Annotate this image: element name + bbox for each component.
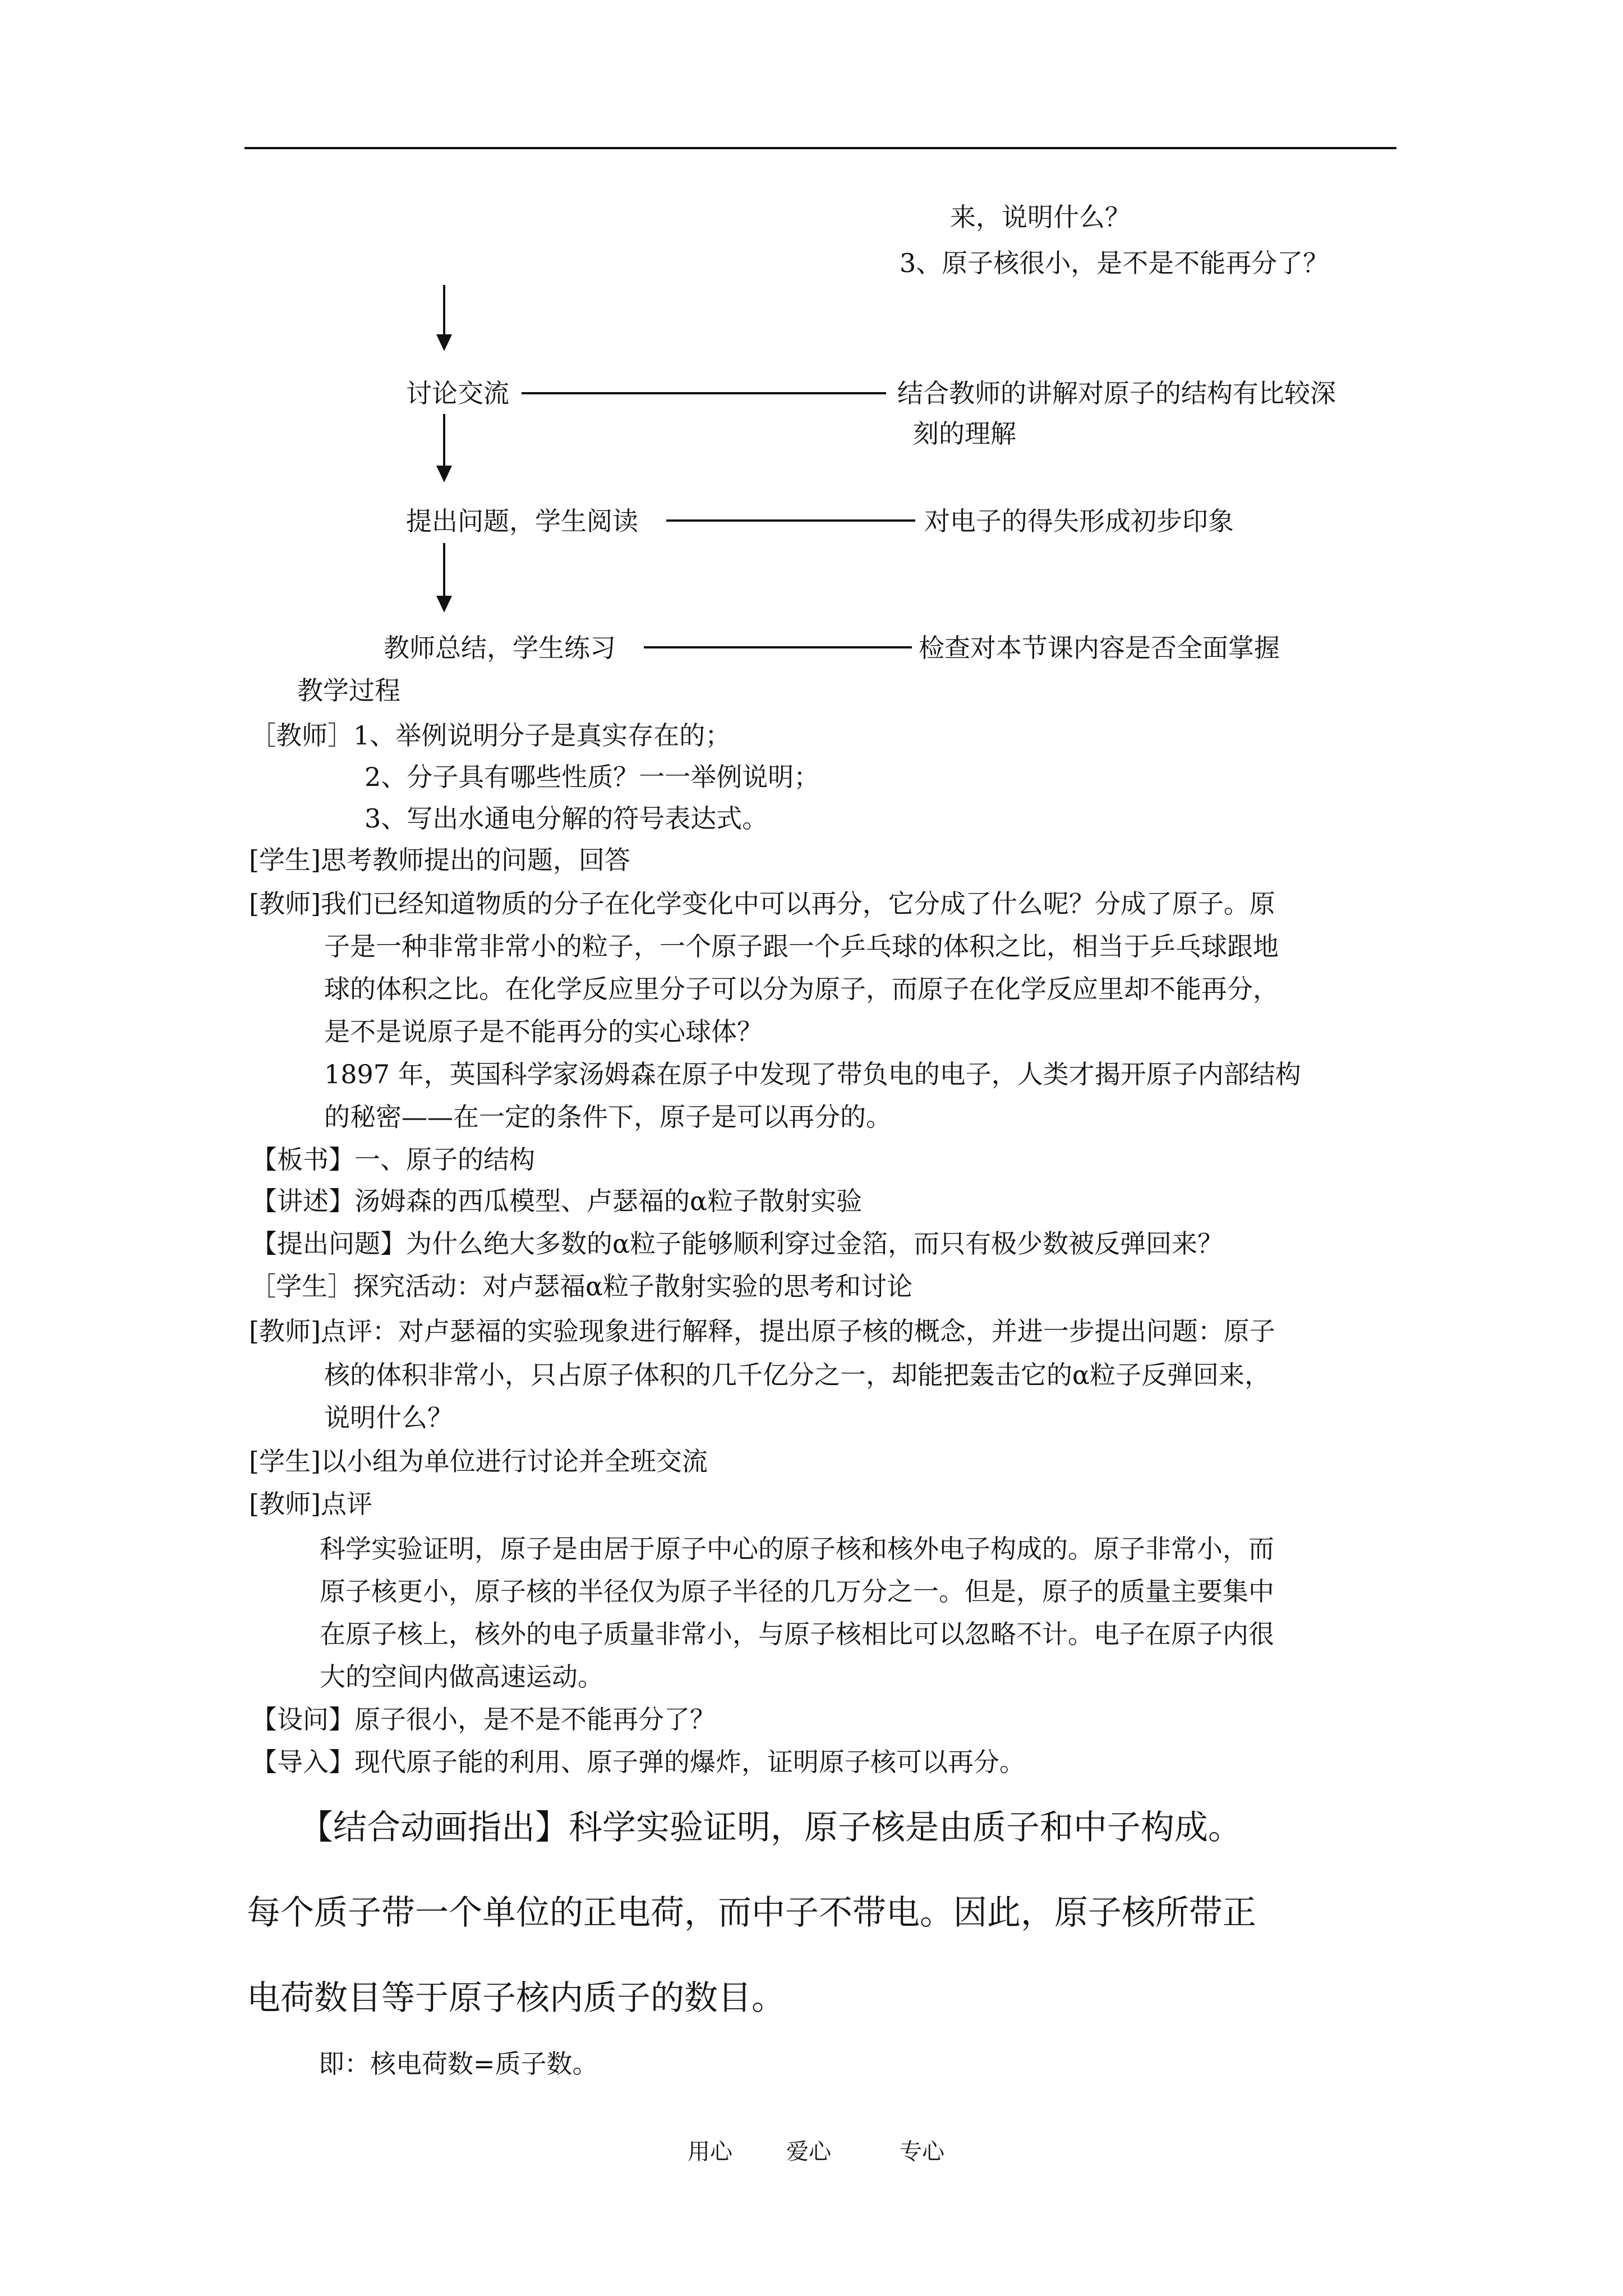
teacher-1-line2: 2、分子具有哪些性质？一一举例说明； — [365, 762, 820, 792]
teacher-2-line3: 球的体积之比。在化学反应里分子可以分为原子，而原子在化学反应里却不能再分， — [324, 974, 1279, 1004]
flow-step3-left: 教师总结，学生练习 — [384, 633, 616, 663]
teacher-2-line6: 的秘密——在一定的条件下，原子是可以再分的。 — [324, 1102, 892, 1132]
question-note: 【提出问题】为什么绝大多数的α粒子能够顺利穿过金箔，而只有极少数被反弹回来？ — [251, 1228, 1224, 1259]
student-3: [学生]以小组为单位进行讨论并全班交流 — [249, 1446, 708, 1476]
teacher-4-body3: 在原子核上，核外的电子质量非常小，与原子核相比可以忽略不计。电子在原子内很 — [320, 1619, 1274, 1649]
teacher-3-line3: 说明什么？ — [324, 1402, 453, 1433]
teacher-3-line2: 核的体积非常小，只占原子体积的几千亿分之一，却能把轰击它的α粒子反弹回来， — [324, 1360, 1271, 1390]
flow-connector-2 — [666, 519, 915, 522]
teacher-4: [教师]点评 — [249, 1489, 372, 1519]
teacher-1-line1: ［教师］1、举例说明分子是真实存在的； — [250, 720, 731, 751]
teacher-2-line4: 是不是说原子是不能再分的实心球体？ — [324, 1016, 763, 1047]
flow-top-right-line2: 3、原子核很小，是不是不能再分了？ — [900, 248, 1329, 278]
intro-note: 【导入】现代原子能的利用、原子弹的爆炸，证明原子核可以再分。 — [251, 1747, 1025, 1777]
teacher-2-line1: [教师]我们已经知道物质的分子在化学变化中可以再分，它分成了什么呢？分成了原子。原 — [249, 889, 1275, 919]
teacher-4-body4: 大的空间内做高速运动。 — [320, 1662, 603, 1692]
teacher-2-line5: 1897 年，英国科学家汤姆森在原子中发现了带负电的电子，人类才揭开原子内部结构 — [324, 1059, 1301, 1089]
teacher-1-line3: 3、写出水通电分解的符号表达式。 — [365, 803, 768, 834]
board-note: 【板书】一、原子的结构 — [251, 1144, 535, 1175]
flow-step3-right: 检查对本节课内容是否全面掌握 — [919, 633, 1280, 663]
anim-line3: 电荷数目等于原子核内质子的数目。 — [247, 1978, 785, 2018]
flow-step1-left: 讨论交流 — [406, 378, 509, 408]
header-rule — [245, 147, 1396, 149]
flow-arrow-2-shaft — [443, 414, 445, 468]
flow-arrow-3-head — [436, 596, 452, 613]
flow-connector-3 — [644, 646, 912, 648]
flow-top-right-line1: 来，说明什么？ — [950, 202, 1131, 232]
footer-word-2: 爱心 — [786, 2139, 831, 2165]
anim-line1: 【结合动画指出】科学实验证明，原子核是由质子和中子构成。 — [299, 1808, 1242, 1847]
flow-arrow-1-head — [436, 334, 452, 351]
teacher-4-body1: 科学实验证明，原子是由居于原子中心的原子核和核外电子构成的。原子非常小，而 — [320, 1534, 1274, 1564]
process-heading: 教学过程 — [297, 675, 400, 706]
footer-word-1: 用心 — [688, 2139, 732, 2165]
student-2: ［学生］探究活动：对卢瑟福α粒子散射实验的思考和讨论 — [250, 1271, 913, 1301]
teacher-3-line1: [教师]点评：对卢瑟福的实验现象进行解释，提出原子核的概念，并进一步提出问题：原子 — [249, 1316, 1275, 1346]
flow-arrow-3-shaft — [443, 543, 445, 598]
footer-word-3: 专心 — [900, 2139, 944, 2165]
flow-step1-right-line1: 结合教师的讲解对原子的结构有比较深 — [897, 378, 1336, 408]
lecture-note: 【讲述】汤姆森的西瓜模型、卢瑟福的α粒子散射实验 — [251, 1186, 863, 1216]
ask-note: 【设问】原子很小，是不是不能再分了？ — [251, 1704, 716, 1734]
formula-line: 即：核电荷数=质子数。 — [319, 2049, 598, 2079]
flow-arrow-1-shaft — [443, 285, 445, 337]
teacher-2-line2: 子是一种非常非常小的粒子，一个原子跟一个乒乓球的体积之比，相当于乒乓球跟地 — [324, 931, 1279, 961]
student-1: [学生]思考教师提出的问题，回答 — [249, 845, 630, 875]
flow-connector-1 — [522, 392, 886, 394]
anim-line2: 每个质子带一个单位的正电荷，而中子不带电。因此，原子核所带正 — [247, 1893, 1256, 1932]
flow-step2-right: 对电子的得失形成初步印象 — [924, 506, 1234, 536]
flow-step1-right-line2: 刻的理解 — [913, 418, 1016, 449]
teacher-4-body2: 原子核更小，原子核的半径仅为原子半径的几万分之一。但是，原子的质量主要集中 — [320, 1576, 1274, 1607]
flow-step2-left: 提出问题，学生阅读 — [406, 506, 638, 536]
flow-arrow-2-head — [436, 466, 452, 482]
